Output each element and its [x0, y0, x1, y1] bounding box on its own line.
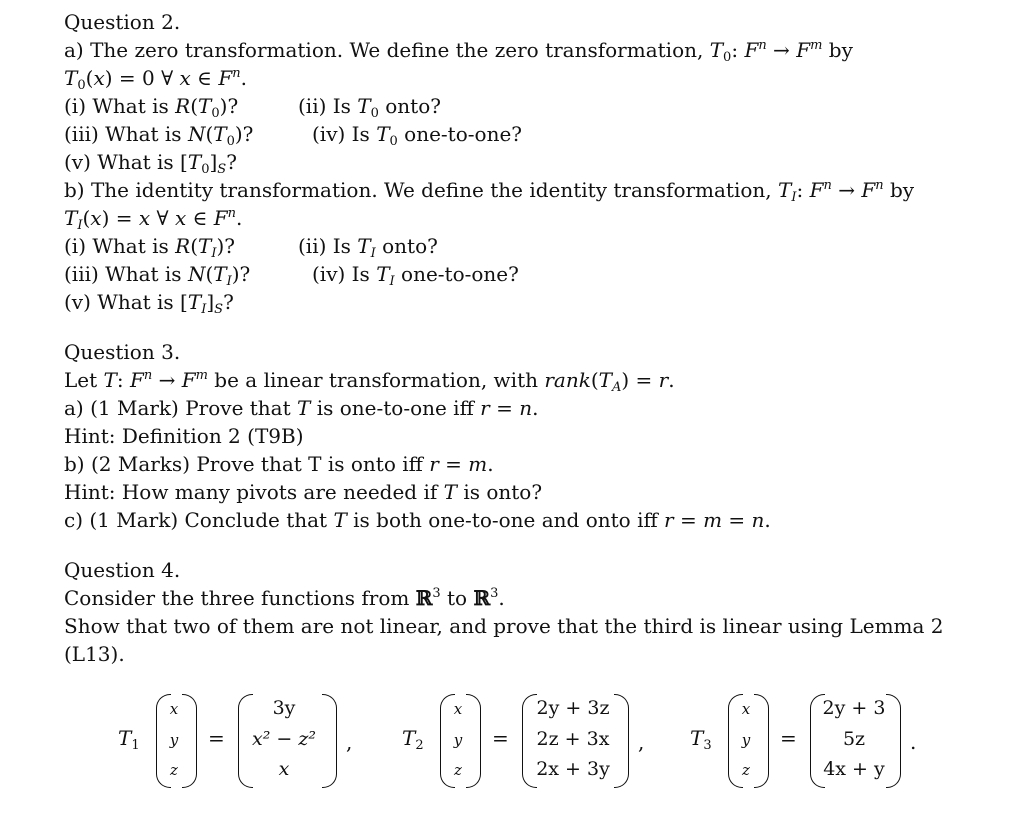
q3-intro: Let T: $F^n \to F^m$ be a linear transformation, with $rank(T_A) = r$.: [64, 368, 675, 395]
t3-out-2: 5z: [842, 728, 866, 750]
t1-in-y: y: [169, 731, 179, 749]
t2-out-2: 2z + 3x: [536, 728, 610, 750]
q2-a-row1: (i) What is $R(T_0)$? (ii) Is $T_0$ onto?: [64, 94, 441, 121]
q3-a: a) (1 Mark) Prove that T is one-to-one iff r = n.: [64, 396, 539, 420]
q2-a-row2: (iii) What is $N(T_0)$? (iv) Is $T_0$ one-to-one?: [64, 122, 523, 149]
function-t3: $T_3$ x y z = 2y + 3 5z 4x + y .: [690, 692, 930, 792]
t3-in-z: z: [742, 761, 750, 779]
t1-in-x: x: [169, 700, 179, 718]
q3-title: Question 3.: [64, 340, 181, 364]
document-body: [64, 8, 964, 668]
function-t2: $T_2$ x y z = 2y + 3z 2z + 3x 2x + 3y ,: [402, 692, 662, 792]
t2-in-z: z: [454, 761, 462, 779]
t1-out-2: x² − z²: [252, 728, 316, 750]
t3-in-x: x: [741, 700, 751, 718]
q2-b-intro: b) The identity transformation. We define the identity transformation, $T_I$: $F^n \to F^n$ by: [64, 178, 915, 205]
function-definitions: [0, 692, 1024, 792]
t3-in-y: y: [741, 731, 751, 749]
q2-b-row2: (iii) What is $N(T_I)$? (iv) Is $T_I$ one-to-one?: [64, 262, 519, 289]
t1-in-z: z: [170, 761, 178, 779]
q2-a-v: (v) What is $[T_0]_S$?: [64, 150, 237, 177]
t2-out-3: 2x + 3y: [536, 758, 610, 780]
q4-line2: Show that two of them are not linear, and prove that the third is linear using Lemma 2: [64, 614, 944, 638]
q3-hint1: Hint: Definition 2 (T9B): [64, 424, 304, 448]
t2-out-1: 2y + 3z: [536, 697, 610, 719]
q3-hint2: Hint: How many pivots are needed if T is onto?: [64, 480, 543, 504]
t2-in-x: x: [453, 700, 463, 718]
q2-b-ii: (ii) Is $T_I$ onto?: [298, 234, 438, 261]
q3-b: b) (2 Marks) Prove that T is onto iff r = m.: [64, 452, 494, 476]
function-t1: $T_1$ x y z = 3y x² − z² x ,: [118, 692, 378, 792]
q4-line1: Consider the three functions from ℝ$^3$ to ℝ$^3$.: [64, 586, 505, 610]
t2-in-y: y: [453, 731, 463, 749]
q4-title: Question 4.: [64, 558, 181, 582]
q2-a-iv: (iv) Is $T_0$ one-to-one?: [312, 122, 523, 149]
q2-b-v: (v) What is $[T_I]_S$?: [64, 290, 234, 317]
q2-title: Question 2.: [64, 10, 181, 34]
t1-out-1: 3y: [272, 697, 296, 719]
q2-b-definition: $T_I(x) = x$ ∀ x ∈ $F^n$.: [64, 206, 243, 233]
t3-out-1: 2y + 3: [822, 697, 886, 719]
t2-label: $T_2$: [402, 726, 424, 753]
q4-line3: (L13).: [64, 642, 125, 666]
q2-b-iv: (iv) Is $T_I$ one-to-one?: [312, 262, 519, 289]
q3-c: c) (1 Mark) Conclude that T is both one-to-one and onto iff r = m = n.: [64, 508, 771, 532]
t1-out-3: x: [278, 758, 290, 780]
q2-a-definition: $T_0(x) = 0$ ∀ x ∈ $F^n$.: [64, 66, 247, 93]
q2-b-row1: (i) What is $R(T_I)$? (ii) Is $T_I$ onto?: [64, 234, 438, 261]
t1-label: $T_1$: [118, 726, 140, 753]
t3-label: $T_3$: [690, 726, 712, 753]
q2-a-ii: (ii) Is $T_0$ onto?: [298, 94, 441, 121]
t3-out-3: 4x + y: [823, 758, 885, 780]
q2-a-intro: a) The zero transformation. We define the zero transformation, $T_0$: $F^n \to F^m$ by: [64, 38, 853, 65]
